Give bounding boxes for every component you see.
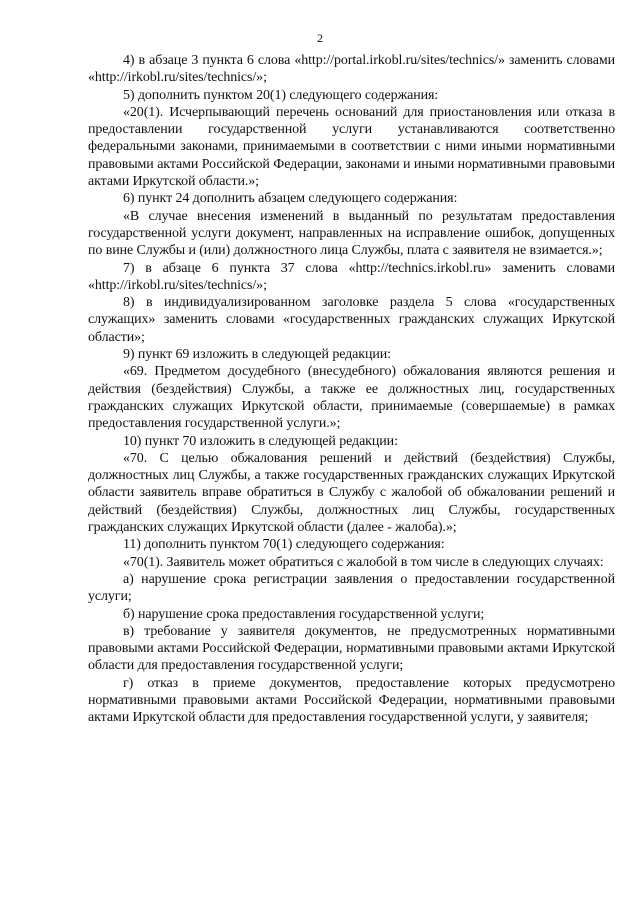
paragraph-item-6: 6) пункт 24 дополнить абзацем следующего содержания: (123, 191, 458, 207)
page-number: 2 (317, 31, 323, 45)
paragraph-case-v: в) требование у заявителя документов, не предусмотренных нормативными правовыми актами Российской Федерации, нормативными правовыми актами Иркутской области для предоставления государственной услуги; (88, 623, 615, 674)
paragraph-item-10: 10) пункт 70 изложить в следующей редакции: (123, 433, 398, 449)
paragraph-clause-70: «70. С целью обжалования решений и действий (бездействия) Службы, должностных лиц Службы, а также государственных гражданских служащих Иркутской области заявитель вправе обратиться в Службу с жалобой об обжаловании решений и действий (бездействия) Службы, должностных лиц Службы, государственных гражданских служащих Иркутской области (далее - жалоба).»; (88, 450, 615, 536)
paragraph-case-b: б) нарушение срока предоставления государственной услуги; (123, 606, 485, 622)
paragraph-item-4: 4) в абзаце 3 пункта 6 слова «http://portal.irkobl.ru/sites/technics/» заменить словами «http://irkobl.ru/sites/technics/»; (88, 53, 615, 86)
paragraph-clause-69: «69. Предметом досудебного (внесудебного) обжалования являются решения и действия (бездействия) Службы, а также ее должностных лиц, государственных гражданских служащих Иркутской области, принимаемые (совершаемые) в рамках предоставления государственной услуги.»; (88, 364, 615, 432)
paragraph-case-a: а) нарушение срока регистрации заявления о предоставлении государственной услуги; (88, 571, 615, 605)
paragraph-item-5: 5) дополнить пунктом 20(1) следующего содержания: (123, 87, 439, 103)
paragraph-case-g: г) отказ в приеме документов, предоставление которых предусмотрено нормативными правовыми актами Российской Федерации, нормативными правовыми актами Иркутской области для предоставления государственной услуги, у заявителя; (88, 675, 615, 726)
paragraph-clause-24-addition: «В случае внесения изменений в выданный по результатам предоставления государственной услуги документ, направленных на исправление ошибок, допущенных по вине Службы и (или) должностного лица Службы, плата с заявителя не взимается.»; (88, 208, 615, 259)
paragraph-item-9: 9) пункт 69 изложить в следующей редакции: (123, 347, 391, 363)
paragraph-clause-20-1: «20(1). Исчерпывающий перечень оснований для приостановления или отказа в предоставлении государственной услуги устанавливаются соответственно федеральными законами, принимаемыми в соответствии с ними иными нормативными правовыми актами Российской Федерации, законами и иными нормативными правовыми актами Иркутской области.»; (88, 104, 615, 190)
paragraph-item-11: 11) дополнить пунктом 70(1) следующего содержания: (123, 537, 445, 553)
paragraph-item-8: 8) в индивидуализированном заголовке раздела 5 слова «государственных служащих» заменить словами «государственных гражданских служащих Иркутской области»; (88, 295, 615, 345)
paragraph-item-7: 7) в абзаце 6 пункта 37 слова «http://technics.irkobl.ru» заменить словами «http://irkobl.ru/sites/technics/»; (88, 260, 615, 293)
document-body (88, 52, 615, 727)
paragraph-clause-70-1: «70(1). Заявитель может обратиться с жалобой в том числе в следующих случаях: (123, 554, 604, 570)
